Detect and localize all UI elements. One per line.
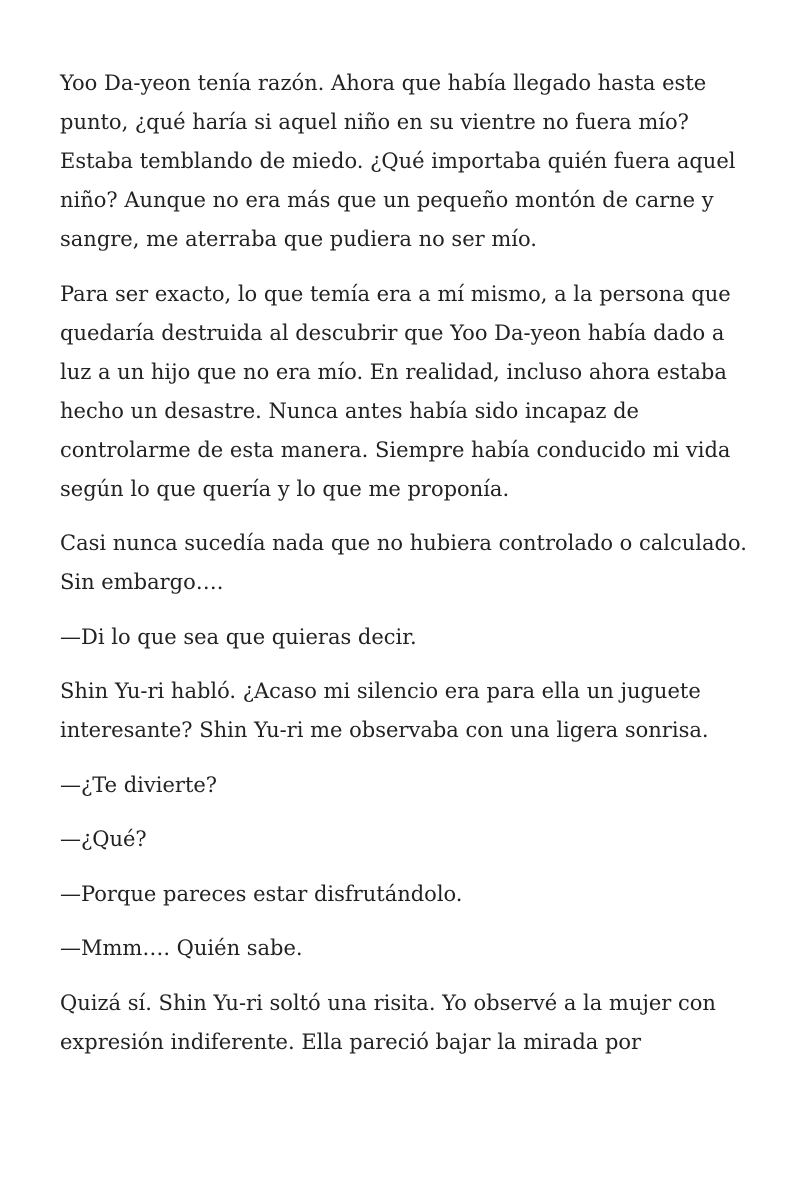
dialogue-line: —¿Te divierte? (60, 772, 218, 797)
dialogue-line: —Di lo que sea que quieras decir. (60, 624, 417, 649)
dialogue-line: —¿Qué? (60, 827, 147, 851)
paragraph-5: Quizá sí. Shin Yu-ri soltó una risita. Yo observé a la mujer con expresión indiferente. Ella pareció bajar la mirada por (60, 990, 716, 1054)
paragraph-4: Shin Yu-ri habló. ¿Acaso mi silencio era para ella un juguete interesante? Shin Yu-ri me observaba con una ligera sonrisa. (60, 679, 709, 742)
paragraph-1: Yoo Da-yeon tenía razón. Ahora que había llegado hasta este punto, ¿qué haría si aquel niño en su vientre no fuera mío? Estaba temblando de miedo. ¿Qué importaba quién fuera aquel niño? Aunque no era más que un pequeño montón de carne y sangre, me aterraba que pudiera no ser mío. (60, 71, 736, 251)
paragraph-3: Casi nunca sucedía nada que no hubiera controlado o calculado. Sin embargo…. (60, 531, 747, 594)
reader-page (60, 64, 750, 1077)
dialogue-line: —Mmm…. Quién sabe. (60, 936, 303, 960)
dialogue-line: —Porque pareces estar disfrutándolo. (60, 881, 463, 906)
paragraph-2: Para ser exacto, lo que temía era a mí mismo, a la persona que quedaría destruida al descubrir que Yoo Da-yeon había dado a luz a un hijo que no era mío. En realidad, incluso ahora estaba hecho un desastre. Nunca antes había sido incapaz de controlarme de esta manera. Siempre había conducido mi vida según lo que quería y lo que me proponía. (60, 281, 731, 501)
